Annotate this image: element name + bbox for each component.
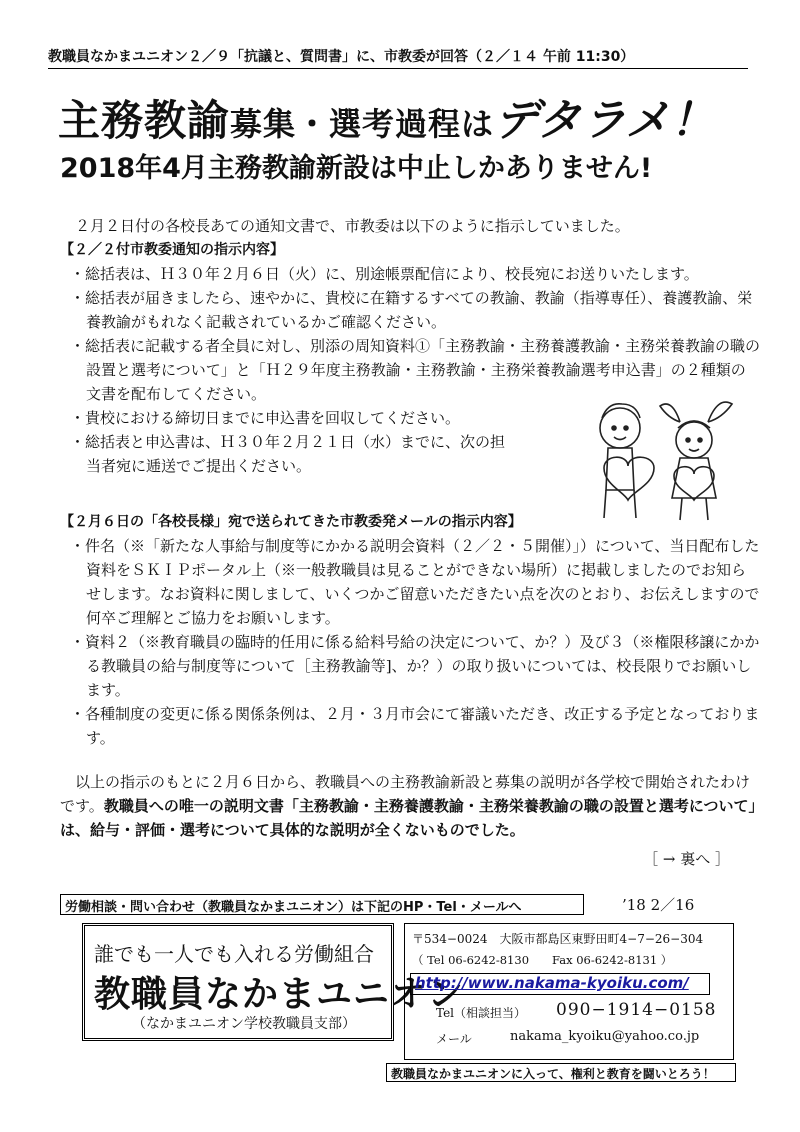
list-item: ・総括表と申込書は、Ｈ３０年２月２１日（水）までに、次の担当者宛に逓送でご提出ください。 bbox=[70, 433, 506, 475]
tel-fax: （ Tel 06-6242-8130 Fax 06-6242-8131 ） bbox=[412, 953, 673, 967]
conclusion bbox=[60, 770, 760, 842]
section1-heading: 【２／２付市教委通知の指示内容】 bbox=[60, 242, 284, 258]
union-slogan: 教職員なかまユニオンに入って、権利と教育を闘いとろう！ bbox=[386, 1063, 736, 1082]
header-line: 教職員なかまユニオン２／９「抗議と、質問書」に、市教委が回答（２／１４ 午前 11:30） bbox=[48, 49, 635, 65]
main-title bbox=[58, 84, 758, 148]
subtitle: 2018年4月主務教諭新設は中止しかありません! bbox=[60, 153, 653, 184]
header-divider bbox=[48, 68, 748, 69]
union-name: 教職員なかまユニオン bbox=[94, 974, 465, 1015]
list-item: ・総括表が届きましたら、速やかに、貴校に在籍するすべての教諭、教諭（指導専任）、養護教諭、栄養教諭がもれなく記載されているかご確認ください。 bbox=[70, 289, 753, 331]
tel-label: Tel（相談担当） bbox=[436, 1006, 527, 1020]
list-item: ・総括表に記載する者全員に対し、別添の周知資料①「主務教諭・主務養護教諭・主務栄養教諭の職の設置と選考について」と「Ｈ２９年度主務教諭・主務教諭・主務栄養教諭選考申込書」の２種類の文書を配布してください。 bbox=[70, 337, 761, 403]
list-item: ・貴校における締切日までに申込書を回収してください。 bbox=[70, 409, 461, 427]
title-part-2: 募集・選考過程は bbox=[230, 105, 495, 143]
list-item: ・資料２（※教育職員の臨時的任用に係る給料号給の決定について、か？）及び３（※権限移譲にかかる教職員の給与制度等について［主務教諭等]、か？）の取り扱いについては、校長限りでお願いします。 bbox=[70, 633, 760, 699]
mail-label: メール bbox=[436, 1032, 472, 1046]
couple-with-hearts-illustration bbox=[568, 388, 758, 528]
list-item: ・件名（※「新たな人事給与制度等にかかる説明会資料（２／２・５開催）」）について、当日配布した資料をＳＫＩＰポータル上（※一般教職員は見ることができない場所）に掲載しましたのでお知らせします。なお資料に関しまして、いくつかご留意いただきたい点を次のとおり、お伝えしますので何卒ご理解とご協力をお願いします。 bbox=[70, 537, 760, 627]
postal-address: 〒534−0024 大阪市都島区東野田町4−7−26−304 bbox=[412, 932, 704, 946]
website-link[interactable]: http://www.nakama-kyoiku.com/ bbox=[410, 973, 710, 995]
conclusion-emphasis: 教職員への唯一の説明文書「主務教諭・主務養護教諭・主務栄養教諭の職の設置と選考について」は、給与・評価・選考について具体的な説明が全くないものでした。 bbox=[60, 797, 757, 839]
list-item: ・総括表は、Ｈ３０年２月６日（火）に、別途帳票配信により、校長宛にお送りいたします。 bbox=[70, 265, 699, 283]
title-part-3: デタラメ！ bbox=[494, 95, 716, 146]
contact-heading: 労働相談・問い合わせ（教職員なかまユニオン）は下記のHP・Tel・メールへ bbox=[60, 894, 584, 915]
section2-heading: 【２月６日の「各校長様」宛で送られてきた市教委発メールの指示内容】 bbox=[60, 514, 522, 530]
mail-address[interactable]: nakama_kyoiku@yahoo.co.jp bbox=[510, 1029, 700, 1044]
section2-list bbox=[60, 534, 760, 750]
union-branch: （なかまユニオン学校教職員支部） bbox=[132, 1016, 356, 1032]
conclusion-paragraph bbox=[60, 770, 760, 842]
union-catchphrase: 誰でも一人でも入れる労働組合 bbox=[94, 942, 374, 966]
issue-date: ’18 2／16 bbox=[622, 896, 695, 914]
intro-paragraph: ２月２日付の各校長あての通知文書で、市教委は以下のように指示していました。 bbox=[75, 217, 630, 235]
title-part-1: 主務教諭 bbox=[58, 96, 231, 145]
list-item: ・各種制度の変更に係る関係条例は、２月・３月市会にて審議いただき、改正する予定となっております。 bbox=[70, 705, 760, 747]
continue-note: ［ → 裏へ ］ bbox=[643, 850, 730, 868]
body-section-2 bbox=[60, 510, 760, 750]
conclusion-text: 以上の指示のもとに２月６日から、教職員への主務教諭新設と募集の説明が各学校で開始されたわけです。 bbox=[60, 773, 751, 815]
tel-number: 090−1914−0158 bbox=[556, 1000, 717, 1020]
